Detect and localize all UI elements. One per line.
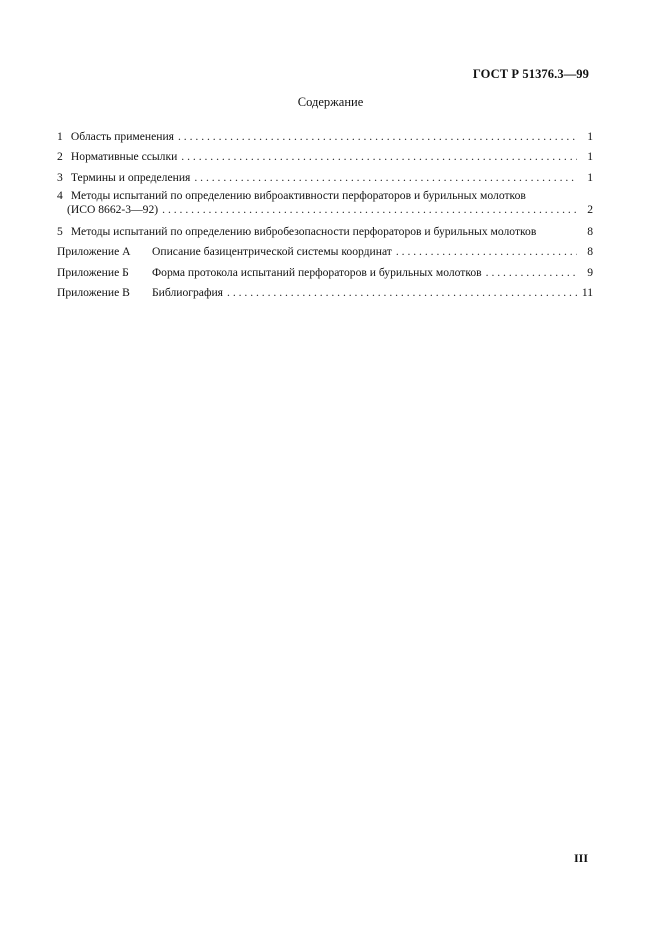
toc-entry[interactable] (57, 164, 593, 185)
toc-entry[interactable] (57, 185, 593, 217)
document-code: ГОСТ Р 51376.3—99 (472, 67, 589, 81)
toc-entry-label: 1 Область применения (57, 129, 174, 143)
toc-entry-page: 1 (587, 129, 593, 143)
toc-entry-label-continued: (ИСО 8662-3—92) (67, 202, 159, 216)
leader-dots (396, 245, 577, 259)
toc-entry-label: 5 Методы испытаний по определению вибробезопасности перфораторов и бурильных молотков (57, 224, 537, 238)
leader-dots (486, 266, 577, 280)
toc-entry-label: 3 Термины и определения (57, 170, 191, 184)
toc-entry-page: 1 (587, 170, 593, 184)
toc-appendix[interactable] (57, 259, 593, 280)
table-of-contents (57, 123, 593, 300)
leader-dots (227, 286, 577, 300)
toc-appendix[interactable] (57, 280, 593, 301)
toc-appendix[interactable] (57, 239, 593, 260)
toc-entry-page: 9 (587, 265, 593, 279)
toc-entry-page: 1 (587, 150, 593, 163)
toc-title: Содержание (297, 95, 364, 109)
leader-dots (181, 150, 577, 164)
toc-entry[interactable] (57, 123, 593, 144)
toc-entry-page: 8 (587, 224, 593, 238)
toc-entry-page: 8 (587, 245, 593, 258)
toc-entry[interactable] (57, 217, 593, 239)
toc-entry[interactable] (57, 144, 593, 165)
toc-entry-label: 2 Нормативные ссылки (57, 150, 178, 163)
leader-dots (178, 130, 577, 144)
toc-appendix-label: Приложение Б Форма протокола испытаний перфораторов и бурильных молотков (57, 265, 482, 279)
toc-entry-page: 2 (587, 202, 593, 216)
toc-appendix-label: Приложение В Библиография (57, 286, 224, 299)
leader-dots (194, 171, 577, 185)
leader-dots (162, 203, 577, 217)
toc-entry-page: 11 (581, 286, 593, 299)
toc-appendix-label: Приложение А Описание базицентрической системы координат (57, 245, 392, 258)
page-number: III (573, 851, 588, 865)
toc-entry-label: 4 Методы испытаний по определению виброактивности перфораторов и бурильных молотков (57, 188, 526, 202)
